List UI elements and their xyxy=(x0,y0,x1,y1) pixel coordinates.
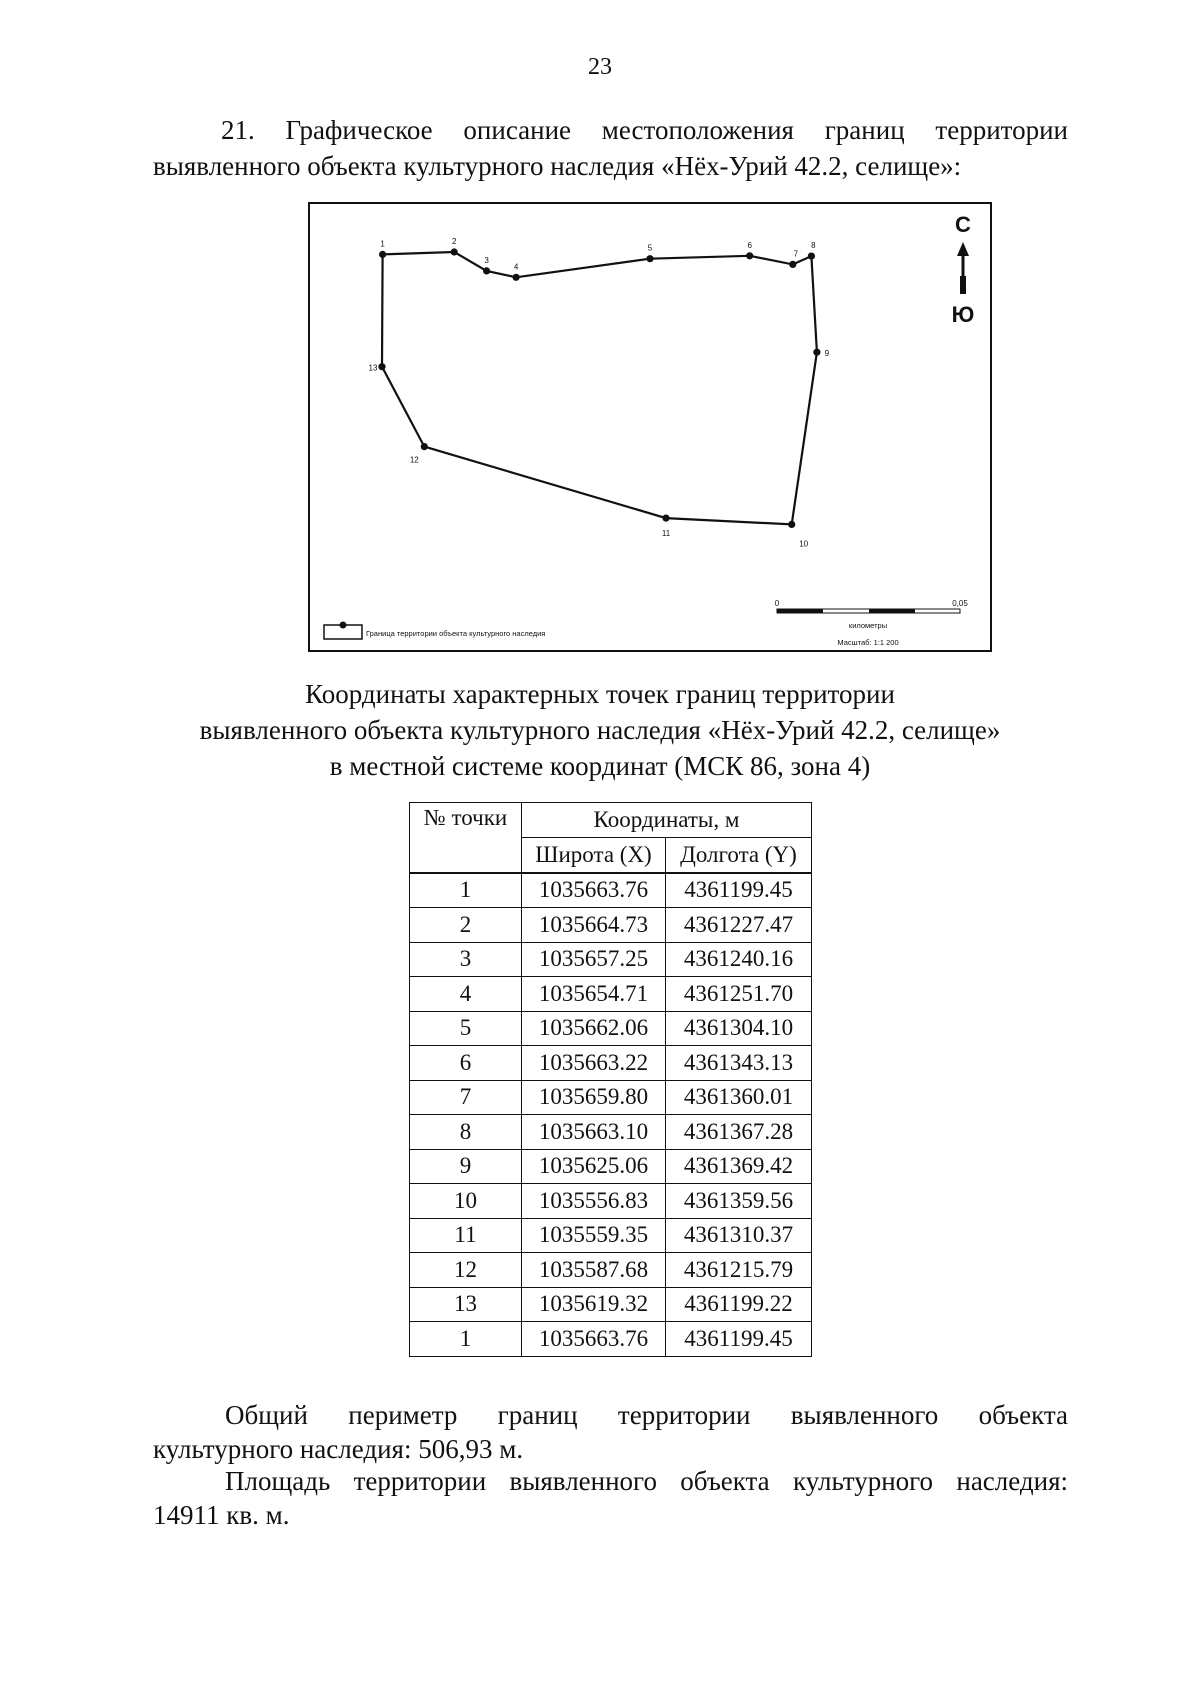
cell-y: 4361215.79 xyxy=(666,1253,812,1288)
heading-line-1: 21. Графическое описание местоположения границ территории xyxy=(221,115,1068,145)
legend-point-icon xyxy=(340,622,347,629)
table-row xyxy=(410,1115,812,1150)
boundary-points-layer xyxy=(369,237,830,548)
boundary-point-label: 12 xyxy=(409,455,419,465)
scale-start-label: 0 xyxy=(774,599,780,608)
boundary-point xyxy=(378,363,385,370)
boundary-point-label: 13 xyxy=(368,363,378,373)
boundary-point xyxy=(746,252,753,259)
boundary-point-label: 4 xyxy=(513,262,519,272)
column-header-point: № точки xyxy=(410,803,522,873)
cell-y: 4361369.42 xyxy=(666,1149,812,1184)
cell-x: 1035587.68 xyxy=(522,1253,666,1288)
cell-point: 1 xyxy=(410,873,522,908)
cell-y: 4361199.22 xyxy=(666,1287,812,1322)
cell-y: 4361240.16 xyxy=(666,942,812,977)
cell-x: 1035559.35 xyxy=(522,1218,666,1253)
cell-x: 1035619.32 xyxy=(522,1287,666,1322)
cell-point: 10 xyxy=(410,1184,522,1219)
area-line-1: Площадь территории выявленного объекта культурного наследия: xyxy=(225,1466,1068,1496)
boundary-point-label: 10 xyxy=(799,539,809,549)
table-row xyxy=(410,1149,812,1184)
boundary-line xyxy=(382,252,817,524)
table-row xyxy=(410,1184,812,1219)
boundary-point-label: 6 xyxy=(747,240,752,250)
cell-point: 1 xyxy=(410,1322,522,1357)
compass-north-label: С xyxy=(955,212,971,237)
area-paragraph xyxy=(153,1464,1068,1532)
boundary-point-label: 8 xyxy=(811,241,816,251)
cell-y: 4361227.47 xyxy=(666,908,812,943)
cell-point: 8 xyxy=(410,1115,522,1150)
cell-point: 9 xyxy=(410,1149,522,1184)
table-row xyxy=(410,1322,812,1357)
boundary-point-label: 2 xyxy=(451,237,457,246)
column-header-x: Широта (X) xyxy=(522,837,666,873)
table-row xyxy=(410,1011,812,1046)
boundary-point xyxy=(379,251,386,258)
table-row xyxy=(410,1080,812,1115)
table-row xyxy=(410,908,812,943)
table-row xyxy=(410,1046,812,1081)
table-row xyxy=(410,977,812,1012)
boundary-point-label: 1 xyxy=(380,239,385,249)
section-heading xyxy=(153,112,1068,184)
boundary-point xyxy=(662,515,669,522)
boundary-point xyxy=(483,267,490,274)
cell-y: 4361360.01 xyxy=(666,1080,812,1115)
cell-x: 1035654.71 xyxy=(522,977,666,1012)
area-line-2: 14911 кв. м. xyxy=(153,1500,290,1530)
compass-tail xyxy=(960,276,966,294)
scale-end-label: 0,05 xyxy=(952,599,968,608)
cell-y: 4361199.45 xyxy=(666,1322,812,1357)
heading-line-2: выявленного объекта культурного наследия «Нёх-Урий 42.2, селище»: xyxy=(153,151,962,181)
coordinates-table-body xyxy=(410,873,812,1357)
boundary-point-label: 9 xyxy=(824,349,830,359)
cell-y: 4361310.37 xyxy=(666,1218,812,1253)
coordinates-title-line-2: выявленного объекта культурного наследия «Нёх-Урий 42.2, селище» xyxy=(199,715,1001,745)
boundary-point xyxy=(451,248,458,255)
cell-y: 4361304.10 xyxy=(666,1011,812,1046)
boundary-polygon-layer xyxy=(382,252,817,524)
coordinates-title-line-1: Координаты характерных точек границ территории xyxy=(305,679,895,709)
scale-bar xyxy=(775,599,969,647)
scale-bar-seg-3 xyxy=(869,609,915,613)
table-row xyxy=(410,1287,812,1322)
cell-x: 1035556.83 xyxy=(522,1184,666,1219)
boundary-point-label: 7 xyxy=(793,249,799,259)
scale-bar-seg-1 xyxy=(777,609,823,613)
cell-y: 4361199.45 xyxy=(666,873,812,908)
cell-y: 4361359.56 xyxy=(666,1184,812,1219)
cell-x: 1035663.76 xyxy=(522,873,666,908)
table-row xyxy=(410,942,812,977)
map-legend xyxy=(324,622,545,640)
scale-ratio-label: Масштаб: 1:1 200 xyxy=(837,638,899,647)
cell-point: 4 xyxy=(410,977,522,1012)
boundary-point xyxy=(813,349,820,356)
cell-x: 1035625.06 xyxy=(522,1149,666,1184)
cell-x: 1035657.25 xyxy=(522,942,666,977)
cell-point: 2 xyxy=(410,908,522,943)
cell-point: 12 xyxy=(410,1253,522,1288)
boundary-point xyxy=(788,521,795,528)
boundary-map xyxy=(308,202,992,652)
legend-text: Граница территории объекта культурного наследия xyxy=(366,629,546,638)
cell-point: 7 xyxy=(410,1080,522,1115)
cell-point: 3 xyxy=(410,942,522,977)
compass-south-label: Ю xyxy=(951,302,975,327)
boundary-point xyxy=(808,253,815,260)
table-row xyxy=(410,1218,812,1253)
coordinates-table xyxy=(409,802,812,1357)
boundary-point-label: 5 xyxy=(647,243,653,253)
boundary-point-label: 11 xyxy=(661,529,671,539)
cell-point: 5 xyxy=(410,1011,522,1046)
cell-x: 1035663.22 xyxy=(522,1046,666,1081)
cell-y: 4361367.28 xyxy=(666,1115,812,1150)
perimeter-paragraph xyxy=(153,1398,1068,1466)
cell-x: 1035663.76 xyxy=(522,1322,666,1357)
boundary-point-label: 3 xyxy=(484,255,489,265)
column-header-coordinates: Координаты, м xyxy=(522,803,812,838)
cell-point: 11 xyxy=(410,1218,522,1253)
boundary-point xyxy=(421,443,428,450)
perimeter-line-1: Общий периметр границ территории выявленного объекта xyxy=(225,1400,1068,1430)
cell-x: 1035663.10 xyxy=(522,1115,666,1150)
cell-y: 4361251.70 xyxy=(666,977,812,1012)
cell-point: 6 xyxy=(410,1046,522,1081)
page-number: 23 xyxy=(588,54,612,80)
cell-y: 4361343.13 xyxy=(666,1046,812,1081)
coordinates-title-line-3: в местной системе координат (МСК 86, зона 4) xyxy=(329,751,871,781)
cell-x: 1035662.06 xyxy=(522,1011,666,1046)
column-header-y: Долгота (Y) xyxy=(666,837,812,873)
coordinates-title xyxy=(0,676,1200,784)
cell-x: 1035659.80 xyxy=(522,1080,666,1115)
boundary-point xyxy=(513,274,520,281)
boundary-point xyxy=(646,255,653,262)
boundary-map-canvas xyxy=(310,204,990,650)
table-row xyxy=(410,873,812,908)
table-row xyxy=(410,1253,812,1288)
cell-x: 1035664.73 xyxy=(522,908,666,943)
compass-arrow-icon xyxy=(957,242,969,256)
compass xyxy=(952,212,975,327)
perimeter-line-2: культурного наследия: 506,93 м. xyxy=(153,1434,524,1464)
scale-unit-label: километры xyxy=(848,621,888,630)
cell-point: 13 xyxy=(410,1287,522,1322)
boundary-point xyxy=(789,261,796,268)
